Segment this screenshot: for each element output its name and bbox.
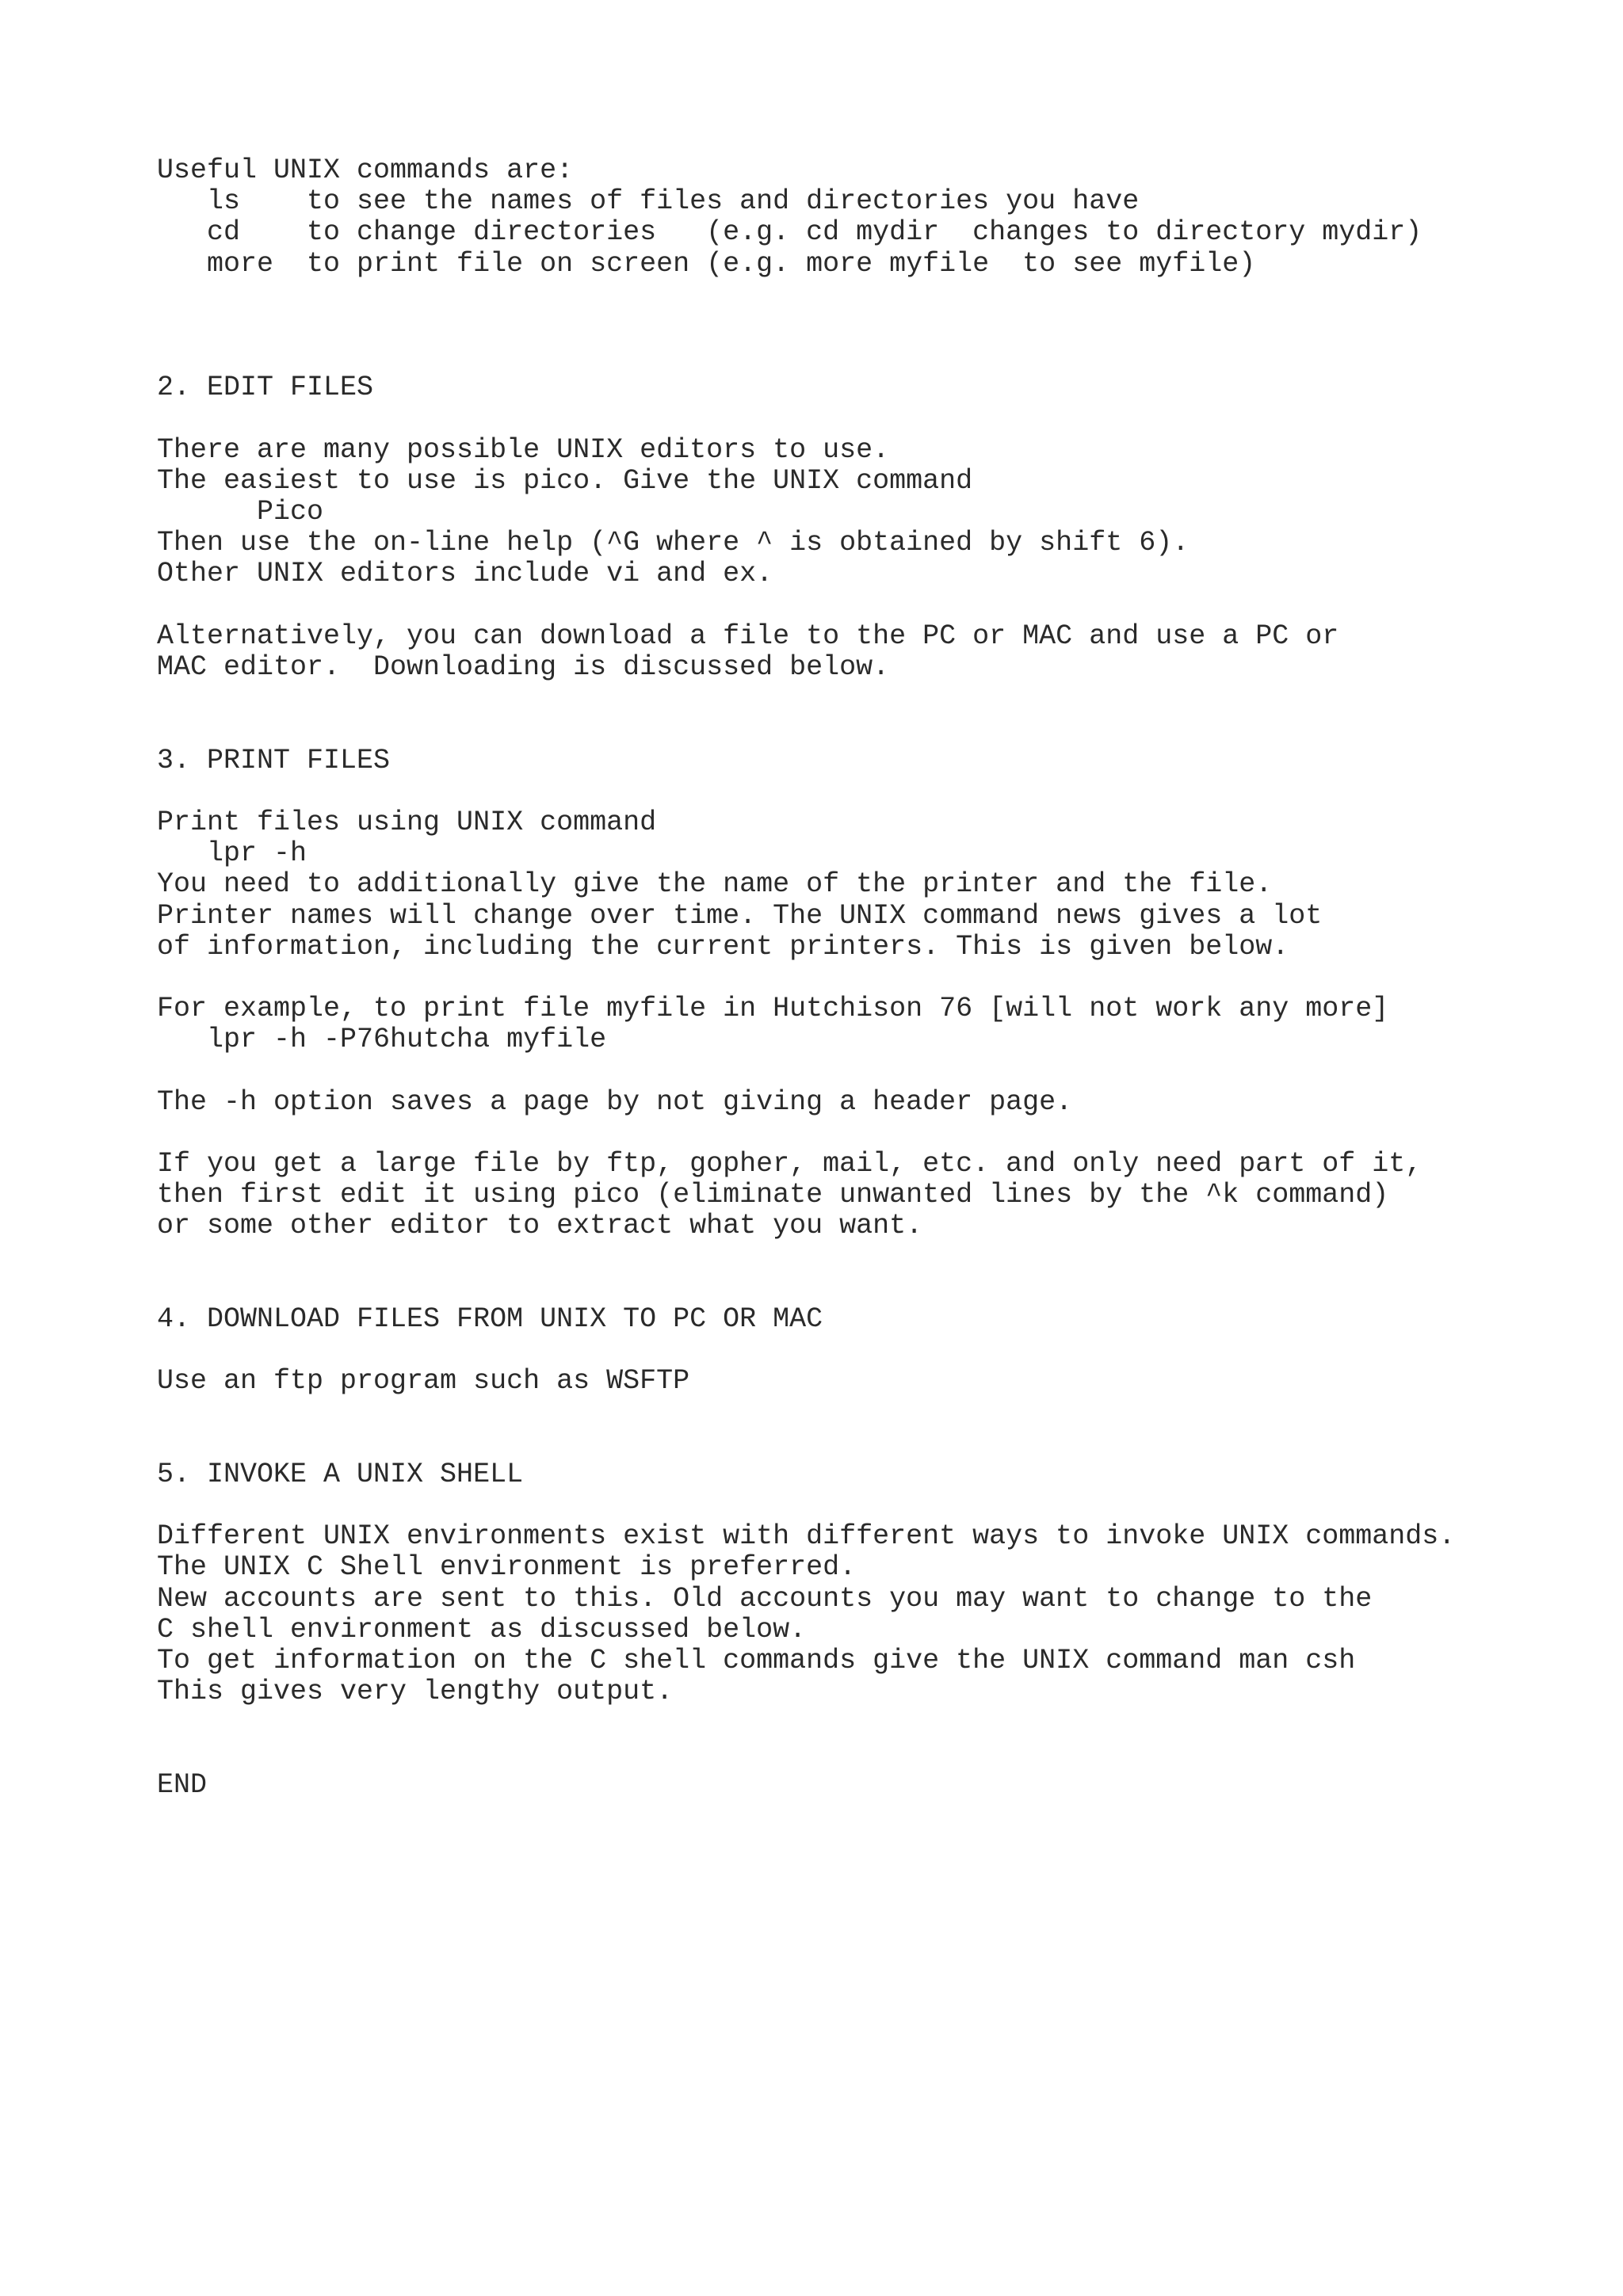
command-line: lpr -h (157, 837, 307, 870)
text-line: The -h option saves a page by not giving a header page. (157, 1085, 1073, 1118)
blank-line (157, 1242, 1599, 1273)
text-line: C shell environment as discussed below. (157, 1613, 807, 1646)
section-heading-print-files: 3. PRINT FILES (157, 744, 391, 776)
text-line: Different UNIX environments exist with different ways to invoke UNIX commands. (157, 1520, 1456, 1553)
blank-line (157, 1055, 1599, 1086)
text-line: The easiest to use is pico. Give the UNIX command (157, 464, 973, 497)
section-heading-invoke-shell: 5. INVOKE A UNIX SHELL (157, 1458, 524, 1490)
section-heading-download-files: 4. DOWNLOAD FILES FROM UNIX TO PC OR MAC (157, 1302, 823, 1335)
text-line: To get information on the C shell commands give the UNIX command man csh (157, 1645, 1356, 1676)
blank-line (157, 311, 1599, 341)
text-line: of information, including the current printers. This is given below. (157, 930, 1289, 963)
text-line: or some other editor to extract what you want. (157, 1210, 923, 1242)
blank-line (157, 1118, 1599, 1149)
blank-line (157, 1398, 1599, 1428)
text-line: There are many possible UNIX editors to use. (157, 433, 890, 466)
blank-line (157, 1428, 1599, 1459)
text-line: You need to additionally give the name of the printer and the file. (157, 868, 1273, 901)
text-line: then first edit it using pico (eliminate unwanted lines by the ^k command) (157, 1179, 1389, 1211)
command-ls-line: ls to see the names of files and directories you have (157, 185, 1140, 218)
blank-line (157, 714, 1599, 745)
blank-line (157, 1273, 1599, 1304)
text-line: Other UNIX editors include vi and ex. (157, 558, 773, 590)
blank-line (157, 963, 1599, 994)
command-line: Pico (157, 496, 324, 528)
text-line: Then use the on-line help (^G where ^ is obtained by shift 6). (157, 527, 1190, 559)
blank-line (157, 1490, 1599, 1521)
blank-line (157, 590, 1599, 621)
blank-line (157, 1335, 1599, 1366)
text-line: This gives very lengthy output. (157, 1676, 674, 1708)
text-line: New accounts are sent to this. Old accounts you may want to change to the (157, 1582, 1373, 1615)
text-line: Printer names will change over time. The UNIX command news gives a lot (157, 899, 1323, 932)
blank-line (157, 341, 1599, 372)
end-marker: END (157, 1768, 208, 1801)
blank-line (157, 404, 1599, 435)
command-more-line: more to print file on screen (e.g. more myfile to see myfile) (157, 247, 1256, 280)
text-line: Useful UNIX commands are: (157, 154, 574, 186)
text-line: Alternatively, you can download a file to the PC or MAC and use a PC or (157, 620, 1339, 652)
blank-line (157, 1739, 1599, 1770)
blank-line (157, 280, 1599, 311)
blank-line (157, 683, 1599, 714)
section-heading-edit-files: 2. EDIT FILES (157, 372, 374, 404)
document-page (157, 155, 1599, 1801)
command-line: lpr -h -P76hutcha myfile (157, 1024, 607, 1056)
command-cd-line: cd to change directories (e.g. cd mydir changes to directory mydir) (157, 216, 1423, 249)
text-line: If you get a large file by ftp, gopher, mail, etc. and only need part of it, (157, 1148, 1423, 1180)
blank-line (157, 1707, 1599, 1738)
text-line: For example, to print file myfile in Hutchison 76 [will not work any more] (157, 993, 1389, 1025)
text-line: The UNIX C Shell environment is preferred. (157, 1551, 857, 1584)
text-line: MAC editor. Downloading is discussed below. (157, 651, 890, 683)
text-line: Use an ftp program such as WSFTP (157, 1365, 690, 1398)
text-line: Print files using UNIX command (157, 806, 657, 838)
blank-line (157, 776, 1599, 807)
